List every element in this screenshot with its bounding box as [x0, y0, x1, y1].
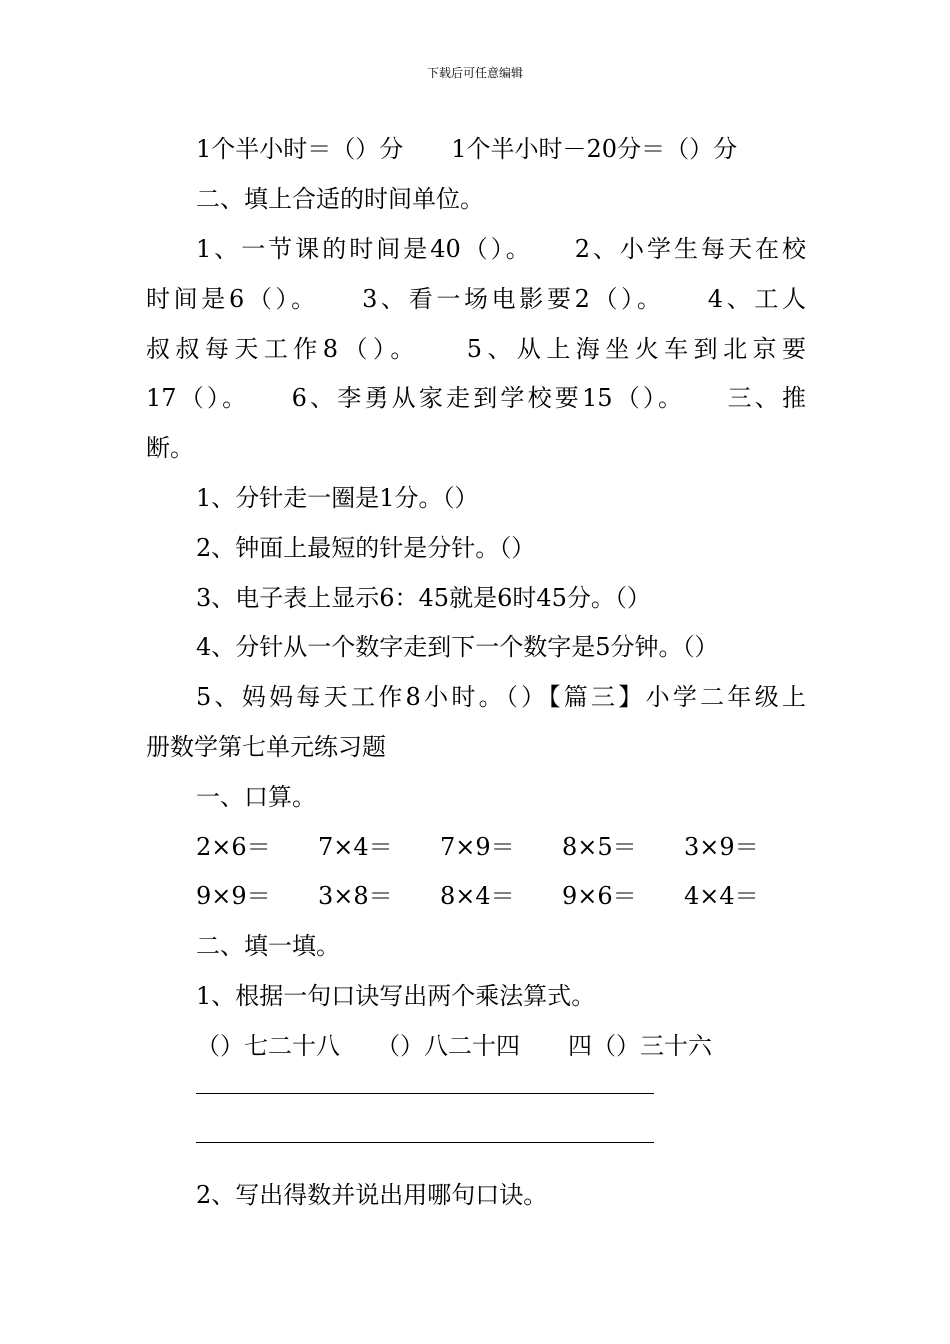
answer-line	[196, 1142, 654, 1143]
calc-cell: 7×9＝	[440, 833, 515, 861]
section-heading: 二、填一填。	[196, 932, 340, 960]
calc-cell: 9×9＝	[196, 882, 271, 910]
paragraph-line: 叔叔每天工作8（）。 5、从上海坐火车到北京要	[146, 335, 806, 363]
paragraph-line: 1、一节课的时间是40（）。 2、小学生每天在校	[196, 235, 806, 263]
calc-cell: 8×4＝	[440, 882, 515, 910]
answer-line	[196, 1093, 654, 1094]
calc-row	[196, 830, 806, 864]
calc-cell: 9×6＝	[562, 882, 637, 910]
question-item: 2、写出得数并说出用哪句口诀。	[196, 1181, 548, 1209]
calc-cell: 8×5＝	[562, 833, 637, 861]
calc-cell: 7×4＝	[318, 833, 393, 861]
question-item: 5、妈妈每天工作8小时。（）【篇三】小学二年级上	[196, 683, 806, 711]
paragraph-line: 册数学第七单元练习题	[146, 733, 386, 761]
question-item: 1、分针走一圈是1分。（）	[196, 484, 479, 512]
section-heading: 一、口算。	[196, 783, 316, 811]
question-item: 2、钟面上最短的针是分针。（）	[196, 534, 536, 562]
calc-cell: 2×6＝	[196, 833, 271, 861]
paragraph-line: 时间是6（）。 3、看一场电影要2（）。 4、工人	[146, 285, 806, 313]
calc-row	[196, 879, 806, 913]
time-conversion-line: 1个半小时＝（）分 1个半小时－20分＝（）分	[196, 135, 738, 163]
question-item: 3、电子表上显示6：45就是6时45分。（）	[196, 584, 651, 612]
paragraph-line: 17（）。 6、李勇从家走到学校要15（）。 三、推	[146, 384, 806, 412]
question-item: 4、分针从一个数字走到下一个数字是5分钟。（）	[196, 633, 719, 661]
paragraph-line: 断。	[146, 434, 194, 462]
question-item: 1、根据一句口诀写出两个乘法算式。	[196, 982, 596, 1010]
calc-cell: 3×9＝	[684, 833, 759, 861]
calc-cell: 3×8＝	[318, 882, 393, 910]
page-header: 下载后可任意编辑	[426, 66, 523, 80]
section-heading: 二、填上合适的时间单位。	[196, 185, 484, 213]
calc-cell: 4×4＝	[684, 882, 759, 910]
question-item: （）七二十八 （）八二十四 四（）三十六	[196, 1032, 712, 1060]
